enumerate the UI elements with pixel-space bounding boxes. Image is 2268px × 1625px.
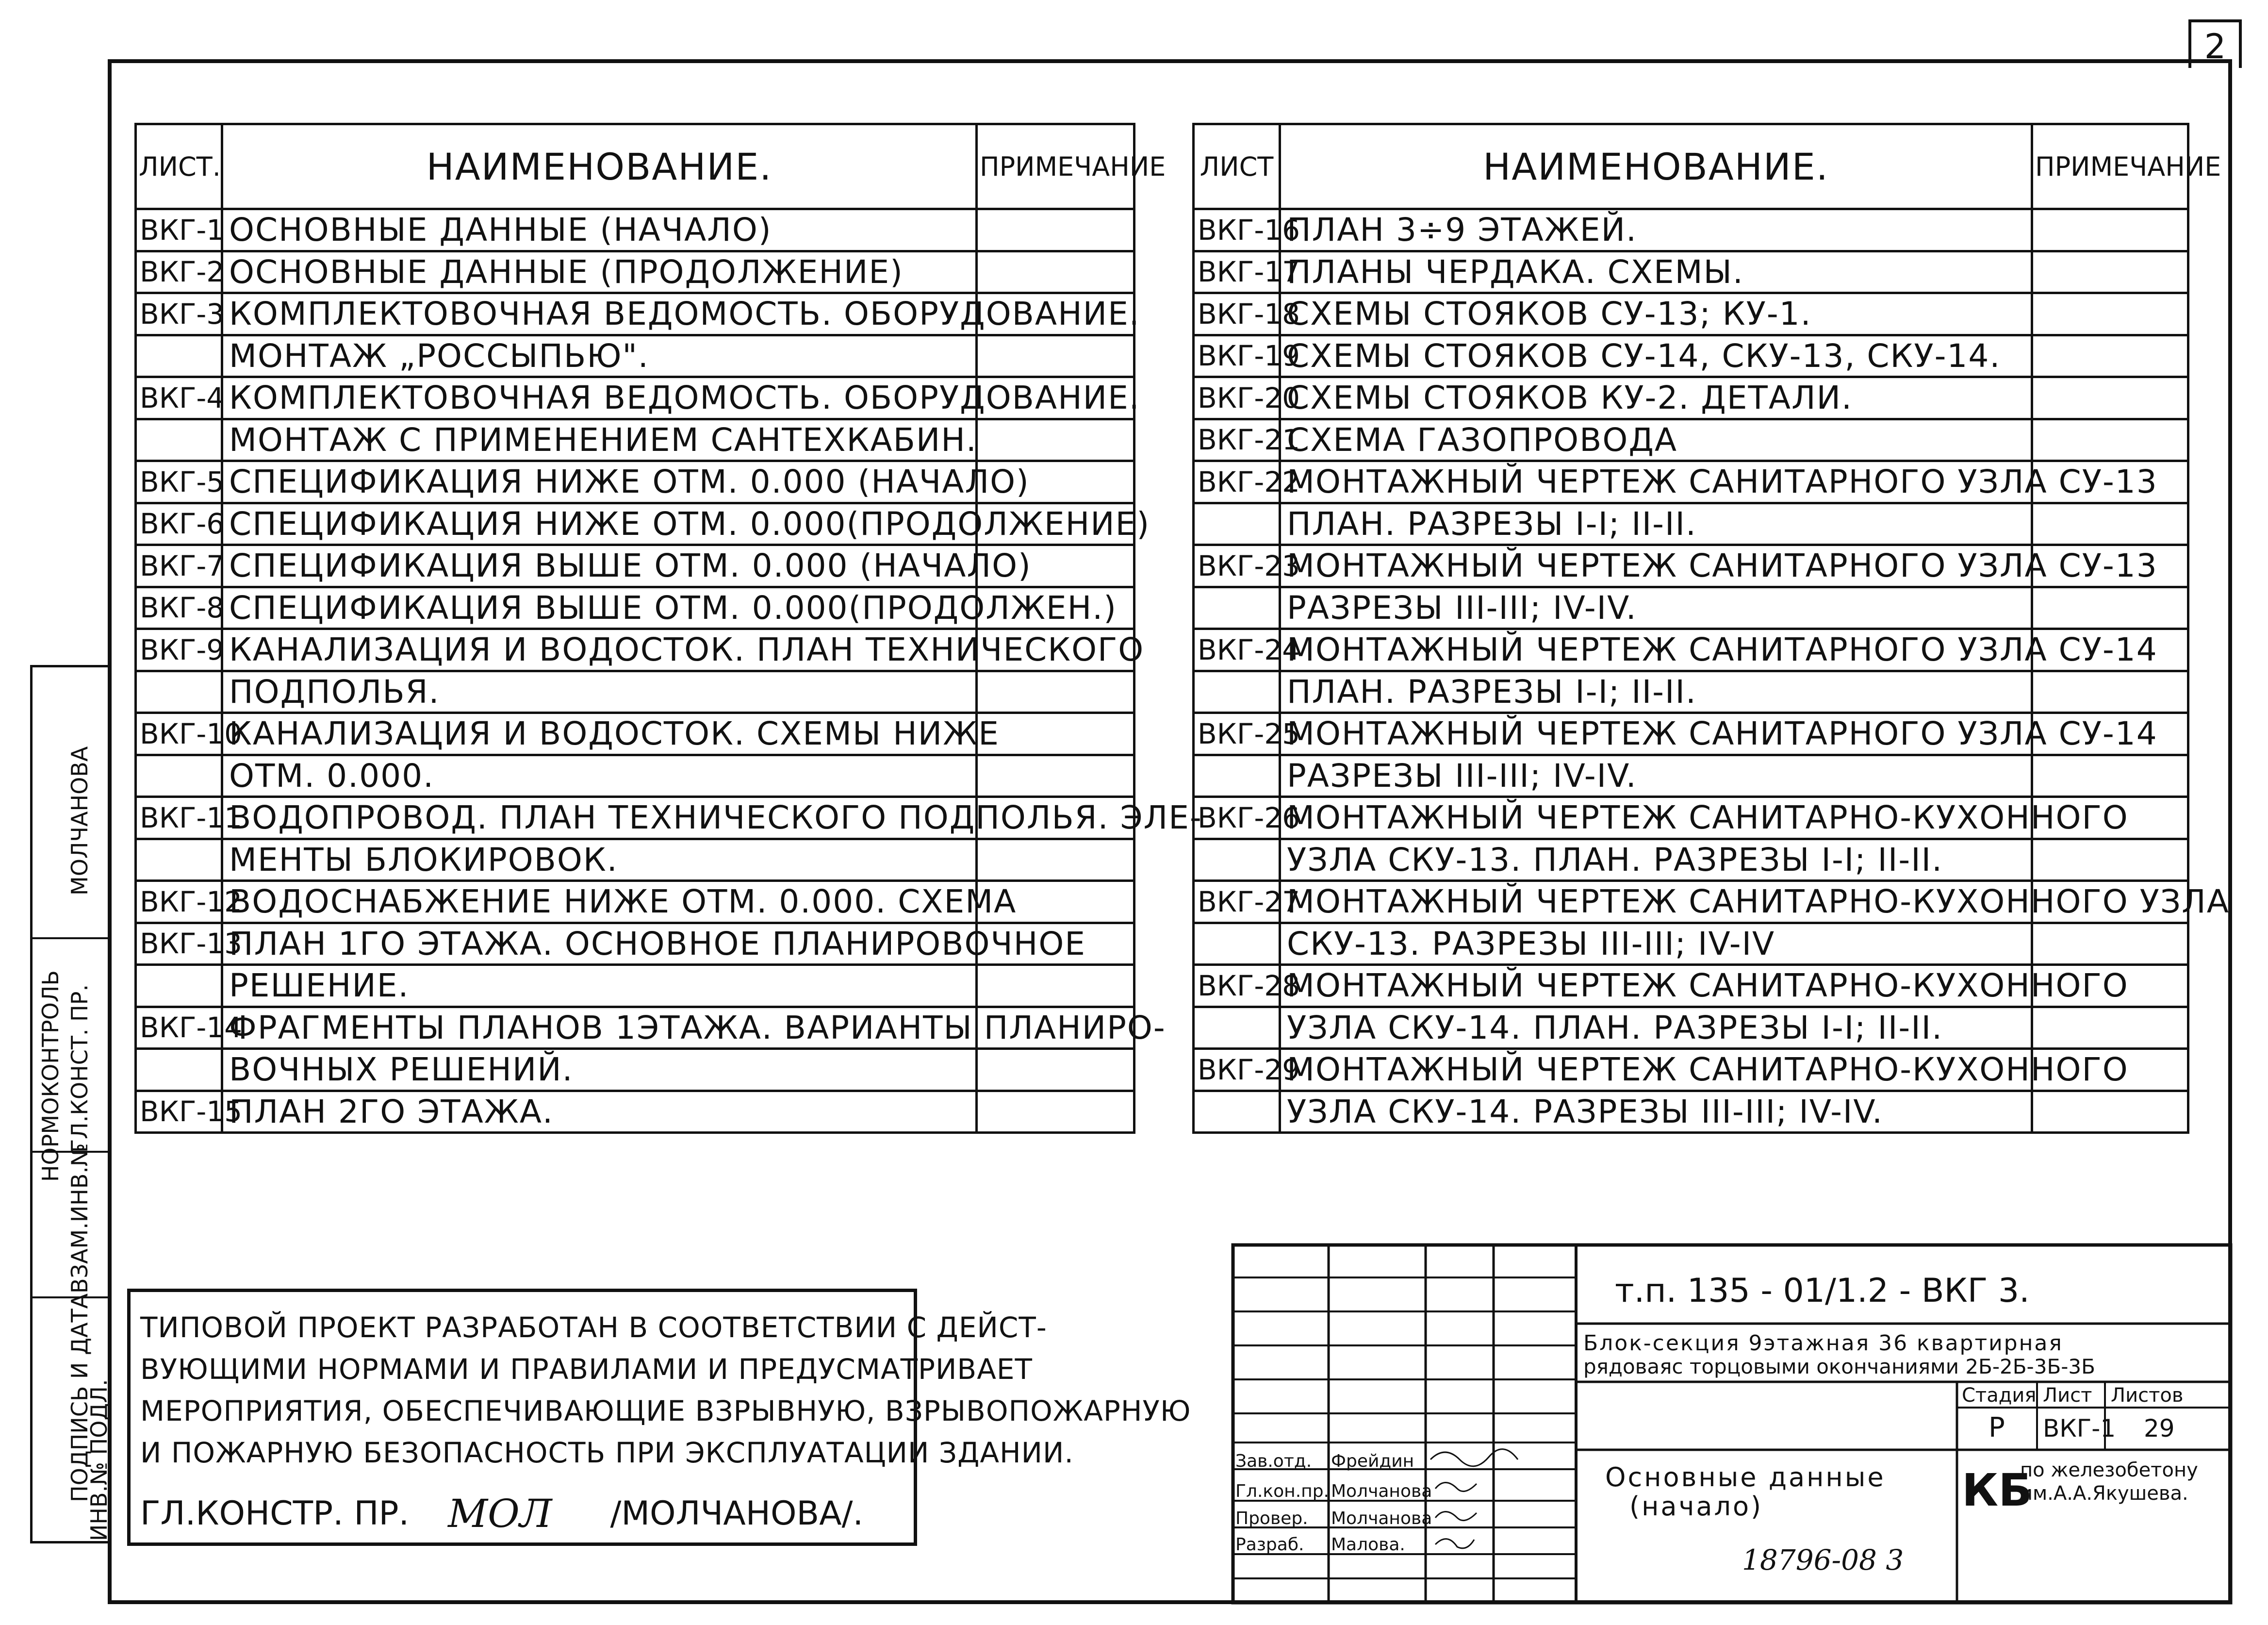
table-row bbox=[1194, 545, 2188, 587]
sheet-note bbox=[2032, 755, 2188, 797]
table-row bbox=[136, 587, 1134, 629]
table-row bbox=[136, 377, 1134, 419]
sheet-name: ПОДПОЛЬЯ. bbox=[222, 671, 977, 713]
sheet-code: ВКГ-9 bbox=[136, 629, 222, 671]
side-approval-strip bbox=[30, 665, 112, 1543]
sheet-name: СКУ-13. РАЗРЕЗЫ III-III; IV-IV bbox=[1280, 923, 2032, 965]
sheet-code bbox=[136, 335, 222, 377]
sheet-name: СПЕЦИФИКАЦИЯ НИЖЕ ОТМ. 0.000 (НАЧАЛО) bbox=[222, 461, 977, 503]
signature-role: Гл.кон.пр. bbox=[1235, 1481, 1329, 1501]
right-sheet-list bbox=[1192, 123, 2230, 1134]
table-row bbox=[136, 335, 1134, 377]
sheet-name: СПЕЦИФИКАЦИЯ НИЖЕ ОТМ. 0.000(ПРОДОЛЖЕНИЕ) bbox=[222, 503, 977, 545]
sheet-code bbox=[136, 755, 222, 797]
sheet-name: УЗЛА СКУ-14. ПЛАН. РАЗРЕЗЫ I-I; II-II. bbox=[1280, 1007, 2032, 1049]
sheet-code bbox=[1194, 755, 1280, 797]
table-row bbox=[136, 671, 1134, 713]
table-row bbox=[1194, 839, 2188, 881]
sheet-code: ВКГ-14 bbox=[136, 1007, 222, 1049]
sheet-code: ВКГ-2 bbox=[136, 251, 222, 293]
table-row bbox=[136, 713, 1134, 755]
sheet-name: ПЛАН. РАЗРЕЗЫ I-I; II-II. bbox=[1280, 671, 2032, 713]
sheet-code bbox=[136, 671, 222, 713]
sheet-name: КОМПЛЕКТОВОЧНАЯ ВЕДОМОСТЬ. ОБОРУДОВАНИЕ. bbox=[222, 377, 977, 419]
table-row bbox=[1194, 713, 2188, 755]
sheet-name: ФРАГМЕНТЫ ПЛАНОВ 1ЭТАЖА. ВАРИАНТЫ ПЛАНИРО- bbox=[222, 1007, 977, 1049]
sheet-name: МОНТАЖНЫЙ ЧЕРТЕЖ САНИТАРНО-КУХОННОГО УЗЛА bbox=[1280, 881, 2032, 923]
table-row bbox=[136, 503, 1134, 545]
sheet-name: ВОДОПРОВОД. ПЛАН ТЕХНИЧЕСКОГО ПОДПОЛЬЯ. ЭЛЕ- bbox=[222, 797, 977, 839]
sheet-name: МОНТАЖНЫЙ ЧЕРТЕЖ САНИТАРНО-КУХОННОГО bbox=[1280, 797, 2032, 839]
handwritten-signature: МОЛ bbox=[448, 1491, 552, 1536]
document-code: т.п. 135 - 01/1.2 - ВКГ 3. bbox=[1615, 1272, 2030, 1310]
table-row bbox=[136, 1091, 1134, 1133]
table-row bbox=[136, 251, 1134, 293]
sheet-code bbox=[1194, 503, 1280, 545]
strip-label: МОЛЧАНОВА bbox=[66, 746, 93, 895]
sheet-note bbox=[977, 755, 1134, 797]
sheet-code: ВКГ-24 bbox=[1194, 629, 1280, 671]
table-row bbox=[1194, 1091, 2188, 1133]
sheet-name: ОСНОВНЫЕ ДАННЫЕ (ПРОДОЛЖЕНИЕ) bbox=[222, 251, 977, 293]
table-row bbox=[136, 461, 1134, 503]
table-row bbox=[136, 545, 1134, 587]
sheets-label: Листов bbox=[2111, 1384, 2184, 1407]
sheet-name: МОНТАЖНЫЙ ЧЕРТЕЖ САНИТАРНО-КУХОННОГО bbox=[1280, 965, 2032, 1007]
table-row bbox=[1194, 461, 2188, 503]
sheet-code: ВКГ-1 bbox=[136, 209, 222, 251]
sheet-name: ВОЧНЫХ РЕШЕНИЙ. bbox=[222, 1049, 977, 1091]
signature-role: Зав.отд. bbox=[1235, 1451, 1312, 1471]
sheet-name: СХЕМЫ СТОЯКОВ СУ-14, СКУ-13, СКУ-14. bbox=[1280, 335, 2032, 377]
signature-role: Провер. bbox=[1235, 1509, 1308, 1528]
table-row bbox=[1194, 923, 2188, 965]
sheet-name: СПЕЦИФИКАЦИЯ ВЫШЕ ОТМ. 0.000 (НАЧАЛО) bbox=[222, 545, 977, 587]
sheet-name: СХЕМЫ СТОЯКОВ СУ-13; КУ-1. bbox=[1280, 293, 2032, 335]
table-row bbox=[1194, 629, 2188, 671]
sheet-code: ВКГ-19 bbox=[1194, 335, 1280, 377]
table-row bbox=[1194, 377, 2188, 419]
sheet-note bbox=[977, 965, 1134, 1007]
table-row bbox=[1194, 797, 2188, 839]
sheet-name: СПЕЦИФИКАЦИЯ ВЫШЕ ОТМ. 0.000(ПРОДОЛЖЕН.) bbox=[222, 587, 977, 629]
sheet-name: РЕШЕНИЕ. bbox=[222, 965, 977, 1007]
sheet-code bbox=[1194, 1007, 1280, 1049]
table-row bbox=[1194, 209, 2188, 251]
sheet-code bbox=[1194, 923, 1280, 965]
sheet-title-line2: (начало) bbox=[1629, 1491, 1763, 1522]
table-row bbox=[1194, 881, 2188, 923]
note-line: И ПОЖАРНУЮ БЕЗОПАСНОСТЬ ПРИ ЭКСПЛУАТАЦИИ ЗДАНИИ. bbox=[140, 1436, 1074, 1469]
sheet-code: ВКГ-4 bbox=[136, 377, 222, 419]
table-row bbox=[1194, 1049, 2188, 1091]
sheet-name: ОСНОВНЫЕ ДАННЫЕ (НАЧАЛО) bbox=[222, 209, 977, 251]
sheet-name: ПЛАН 3÷9 ЭТАЖЕЙ. bbox=[1280, 209, 2032, 251]
sheet-note bbox=[2032, 419, 2188, 461]
sheet-code: ВКГ-5 bbox=[136, 461, 222, 503]
sheet-name: ОТМ. 0.000. bbox=[222, 755, 977, 797]
table-row bbox=[1194, 965, 2188, 1007]
sheet-code: ВКГ-8 bbox=[136, 587, 222, 629]
sheet-name: СХЕМЫ СТОЯКОВ КУ-2. ДЕТАЛИ. bbox=[1280, 377, 2032, 419]
table-row bbox=[1194, 503, 2188, 545]
table-row bbox=[1194, 335, 2188, 377]
note-line: МЕРОПРИЯТИЯ, ОБЕСПЕЧИВАЮЩИЕ ВЗРЫВНУЮ, ВЗРЫВОПОЖАРНУЮ bbox=[140, 1394, 1191, 1427]
sheet-note bbox=[977, 209, 1134, 251]
object-name-line1: Блок-секция 9этажная 36 квартирная bbox=[1583, 1331, 2063, 1356]
table-row bbox=[1194, 587, 2188, 629]
table-row bbox=[136, 293, 1134, 335]
header-note: ПРИМЕЧАНИЕ bbox=[977, 124, 1134, 209]
header-sheet: ЛИСТ bbox=[1194, 124, 1280, 209]
table-row bbox=[136, 797, 1134, 839]
left-sheet-list bbox=[134, 123, 1202, 1134]
strip-label: ГЛ.КОНСТ. ПР. bbox=[66, 984, 93, 1153]
table-row bbox=[1194, 293, 2188, 335]
archive-number: 18796-08 3 bbox=[1742, 1543, 1904, 1576]
header-sheet: ЛИСТ. bbox=[136, 124, 222, 209]
table-row bbox=[136, 965, 1134, 1007]
header-name: НАИМЕНОВАНИЕ. bbox=[1280, 124, 2032, 209]
table-row bbox=[136, 839, 1134, 881]
table-row bbox=[136, 1007, 1134, 1049]
sheet-value: ВКГ-1 bbox=[2043, 1414, 2116, 1443]
sheet-code: ВКГ-23 bbox=[1194, 545, 1280, 587]
sheet-code: ВКГ-17 bbox=[1194, 251, 1280, 293]
sheet-name: МОНТАЖ С ПРИМЕНЕНИЕМ САНТЕХКАБИН. bbox=[222, 419, 977, 461]
stage-value: Р bbox=[1989, 1412, 2005, 1443]
sheet-code: ВКГ-28 bbox=[1194, 965, 1280, 1007]
note-line: ВУЮЩИМИ НОРМАМИ И ПРАВИЛАМИ И ПРЕДУСМАТРИВАЕТ bbox=[140, 1353, 1033, 1386]
signer-role: ГЛ.КОНСТР. ПР. bbox=[140, 1494, 410, 1533]
sheet-name: УЗЛА СКУ-13. ПЛАН. РАЗРЕЗЫ I-I; II-II. bbox=[1280, 839, 2032, 881]
table-row bbox=[136, 923, 1134, 965]
org-logo: КБ bbox=[1962, 1464, 2033, 1516]
sheet-note bbox=[2032, 839, 2188, 881]
org-line2: им.А.А.Якушева. bbox=[2020, 1482, 2188, 1505]
sheet-name: РАЗРЕЗЫ III-III; IV-IV. bbox=[1280, 755, 2032, 797]
sheet-name: ПЛАНЫ ЧЕРДАКА. СХЕМЫ. bbox=[1280, 251, 2032, 293]
table-row bbox=[1194, 251, 2188, 293]
sheet-code: ВКГ-22 bbox=[1194, 461, 1280, 503]
sheet-note bbox=[2032, 293, 2188, 335]
sheet-code bbox=[136, 419, 222, 461]
handwritten-signatures bbox=[1430, 1449, 1518, 1548]
sheet-name: КАНАЛИЗАЦИЯ И ВОДОСТОК. СХЕМЫ НИЖЕ bbox=[222, 713, 977, 755]
sheet-code: ВКГ-27 bbox=[1194, 881, 1280, 923]
sheet-code: ВКГ-7 bbox=[136, 545, 222, 587]
header-name: НАИМЕНОВАНИЕ. bbox=[222, 124, 977, 209]
signature-name: Малова. bbox=[1331, 1535, 1405, 1555]
header-note: ПРИМЕЧАНИЕ bbox=[2032, 124, 2188, 209]
note-signature-row bbox=[140, 1493, 904, 1535]
table-row bbox=[136, 419, 1134, 461]
sheet-note bbox=[2032, 503, 2188, 545]
sheet-code bbox=[136, 839, 222, 881]
sheet-note bbox=[2032, 335, 2188, 377]
norm-control-label: НОРМОКОНТРОЛЬ bbox=[37, 970, 64, 1182]
strip-label: ВЗАМ.ИНВ.№ bbox=[66, 1143, 93, 1293]
sheet-note bbox=[2032, 209, 2188, 251]
table-row bbox=[136, 1049, 1134, 1091]
sheet-name: КОМПЛЕКТОВОЧНАЯ ВЕДОМОСТЬ. ОБОРУДОВАНИЕ. bbox=[222, 293, 977, 335]
signature-name: Молчанова bbox=[1331, 1509, 1432, 1528]
sheet-note bbox=[2032, 377, 2188, 419]
sheet-name: МЕНТЫ БЛОКИРОВОК. bbox=[222, 839, 977, 881]
sheet-code: ВКГ-6 bbox=[136, 503, 222, 545]
sheet-name: МОНТАЖНЫЙ ЧЕРТЕЖ САНИТАРНОГО УЗЛА СУ-13 bbox=[1280, 545, 2032, 587]
sheet-code: ВКГ-13 bbox=[136, 923, 222, 965]
general-note bbox=[127, 1289, 1191, 1546]
table-row bbox=[136, 881, 1134, 923]
table-row bbox=[1194, 755, 2188, 797]
sheet-code: ВКГ-26 bbox=[1194, 797, 1280, 839]
signature-role: Разраб. bbox=[1235, 1535, 1304, 1555]
sheet-note bbox=[977, 839, 1134, 881]
strip-label: ИНВ.№ ПОДЛ. bbox=[86, 1379, 112, 1541]
sheet-name: МОНТАЖ „РОССЫПЬЮ". bbox=[222, 335, 977, 377]
sheet-code: ВКГ-15 bbox=[136, 1091, 222, 1133]
sheet-code: ВКГ-21 bbox=[1194, 419, 1280, 461]
sheet-name: КАНАЛИЗАЦИЯ И ВОДОСТОК. ПЛАН ТЕХНИЧЕСКОГО bbox=[222, 629, 977, 671]
stage-label: Стадия bbox=[1962, 1384, 2037, 1407]
sheet-code: ВКГ-12 bbox=[136, 881, 222, 923]
sheet-code: ВКГ-29 bbox=[1194, 1049, 1280, 1091]
table-row bbox=[1194, 671, 2188, 713]
sheet-name: ПЛАН 1ГО ЭТАЖА. ОСНОВНОЕ ПЛАНИРОВОЧНОЕ bbox=[222, 923, 977, 965]
object-name-line2: рядоваяс торцовыми окончаниями 2Б-2Б-3Б-3Б bbox=[1583, 1355, 2095, 1378]
sheet-code: ВКГ-20 bbox=[1194, 377, 1280, 419]
sheet-code: ВКГ-18 bbox=[1194, 293, 1280, 335]
sheet-title-line1: Основные данные bbox=[1605, 1462, 1886, 1492]
title-block bbox=[1232, 1244, 2232, 1604]
signature-name: Молчанова bbox=[1331, 1481, 1432, 1501]
sheet-name: МОНТАЖНЫЙ ЧЕРТЕЖ САНИТАРНОГО УЗЛА СУ-14 bbox=[1280, 629, 2032, 671]
strip-label: ПОДПИСЬ И ДАТА bbox=[66, 1293, 93, 1502]
sheet-note bbox=[977, 713, 1134, 755]
sheet-name: МОНТАЖНЫЙ ЧЕРТЕЖ САНИТАРНОГО УЗЛА СУ-13 bbox=[1280, 461, 2032, 503]
sheet-name: ПЛАН 2ГО ЭТАЖА. bbox=[222, 1091, 977, 1133]
sheet-code bbox=[1194, 587, 1280, 629]
table-row bbox=[136, 629, 1134, 671]
sheet-note bbox=[977, 671, 1134, 713]
sheet-note bbox=[2032, 923, 2188, 965]
sheet-name: МОНТАЖНЫЙ ЧЕРТЕЖ САНИТАРНО-КУХОННОГО bbox=[1280, 1049, 2032, 1091]
sheet-label: Лист bbox=[2043, 1384, 2092, 1407]
sheet-code bbox=[1194, 671, 1280, 713]
sheet-code: ВКГ-11 bbox=[136, 797, 222, 839]
table-row bbox=[1194, 1007, 2188, 1049]
sheet-name: РАЗРЕЗЫ III-III; IV-IV. bbox=[1280, 587, 2032, 629]
sheet-note bbox=[977, 419, 1134, 461]
sheet-code: ВКГ-16 bbox=[1194, 209, 1280, 251]
sheet-code bbox=[136, 1049, 222, 1091]
sheet-name: ВОДОСНАБЖЕНИЕ НИЖЕ ОТМ. 0.000. СХЕМА bbox=[222, 881, 977, 923]
sheet-code bbox=[1194, 1091, 1280, 1133]
sheet-code: ВКГ-25 bbox=[1194, 713, 1280, 755]
sheet-note bbox=[977, 1091, 1134, 1133]
sheet-note bbox=[977, 335, 1134, 377]
sheet-name: МОНТАЖНЫЙ ЧЕРТЕЖ САНИТАРНОГО УЗЛА СУ-14 bbox=[1280, 713, 2032, 755]
org-line1: по железобетону bbox=[2020, 1459, 2198, 1481]
sheet-note bbox=[2032, 251, 2188, 293]
sheet-note bbox=[2032, 1091, 2188, 1133]
sheet-code bbox=[1194, 839, 1280, 881]
table-row bbox=[1194, 419, 2188, 461]
sheet-note bbox=[2032, 1007, 2188, 1049]
sheet-code bbox=[136, 965, 222, 1007]
sheet-code: ВКГ-10 bbox=[136, 713, 222, 755]
note-line: ТИПОВОЙ ПРОЕКТ РАЗРАБОТАН В СООТВЕТСТВИИ С ДЕЙСТ- bbox=[140, 1311, 1047, 1344]
sheets-value: 29 bbox=[2144, 1414, 2175, 1443]
sheet-note bbox=[977, 1049, 1134, 1091]
table-row bbox=[136, 209, 1134, 251]
sheet-note bbox=[2032, 671, 2188, 713]
sheet-name: СХЕМА ГАЗОПРОВОДА bbox=[1280, 419, 2032, 461]
sheet-note bbox=[2032, 587, 2188, 629]
sheet-code: ВКГ-3 bbox=[136, 293, 222, 335]
page-number: 2 bbox=[2188, 19, 2242, 68]
sheet-note bbox=[977, 251, 1134, 293]
table-row bbox=[136, 755, 1134, 797]
signer-name: /МОЛЧАНОВА/. bbox=[610, 1494, 864, 1533]
signature-name: Фрейдин bbox=[1331, 1451, 1414, 1471]
sheet-name: УЗЛА СКУ-14. РАЗРЕЗЫ III-III; IV-IV. bbox=[1280, 1091, 2032, 1133]
sheet-name: ПЛАН. РАЗРЕЗЫ I-I; II-II. bbox=[1280, 503, 2032, 545]
